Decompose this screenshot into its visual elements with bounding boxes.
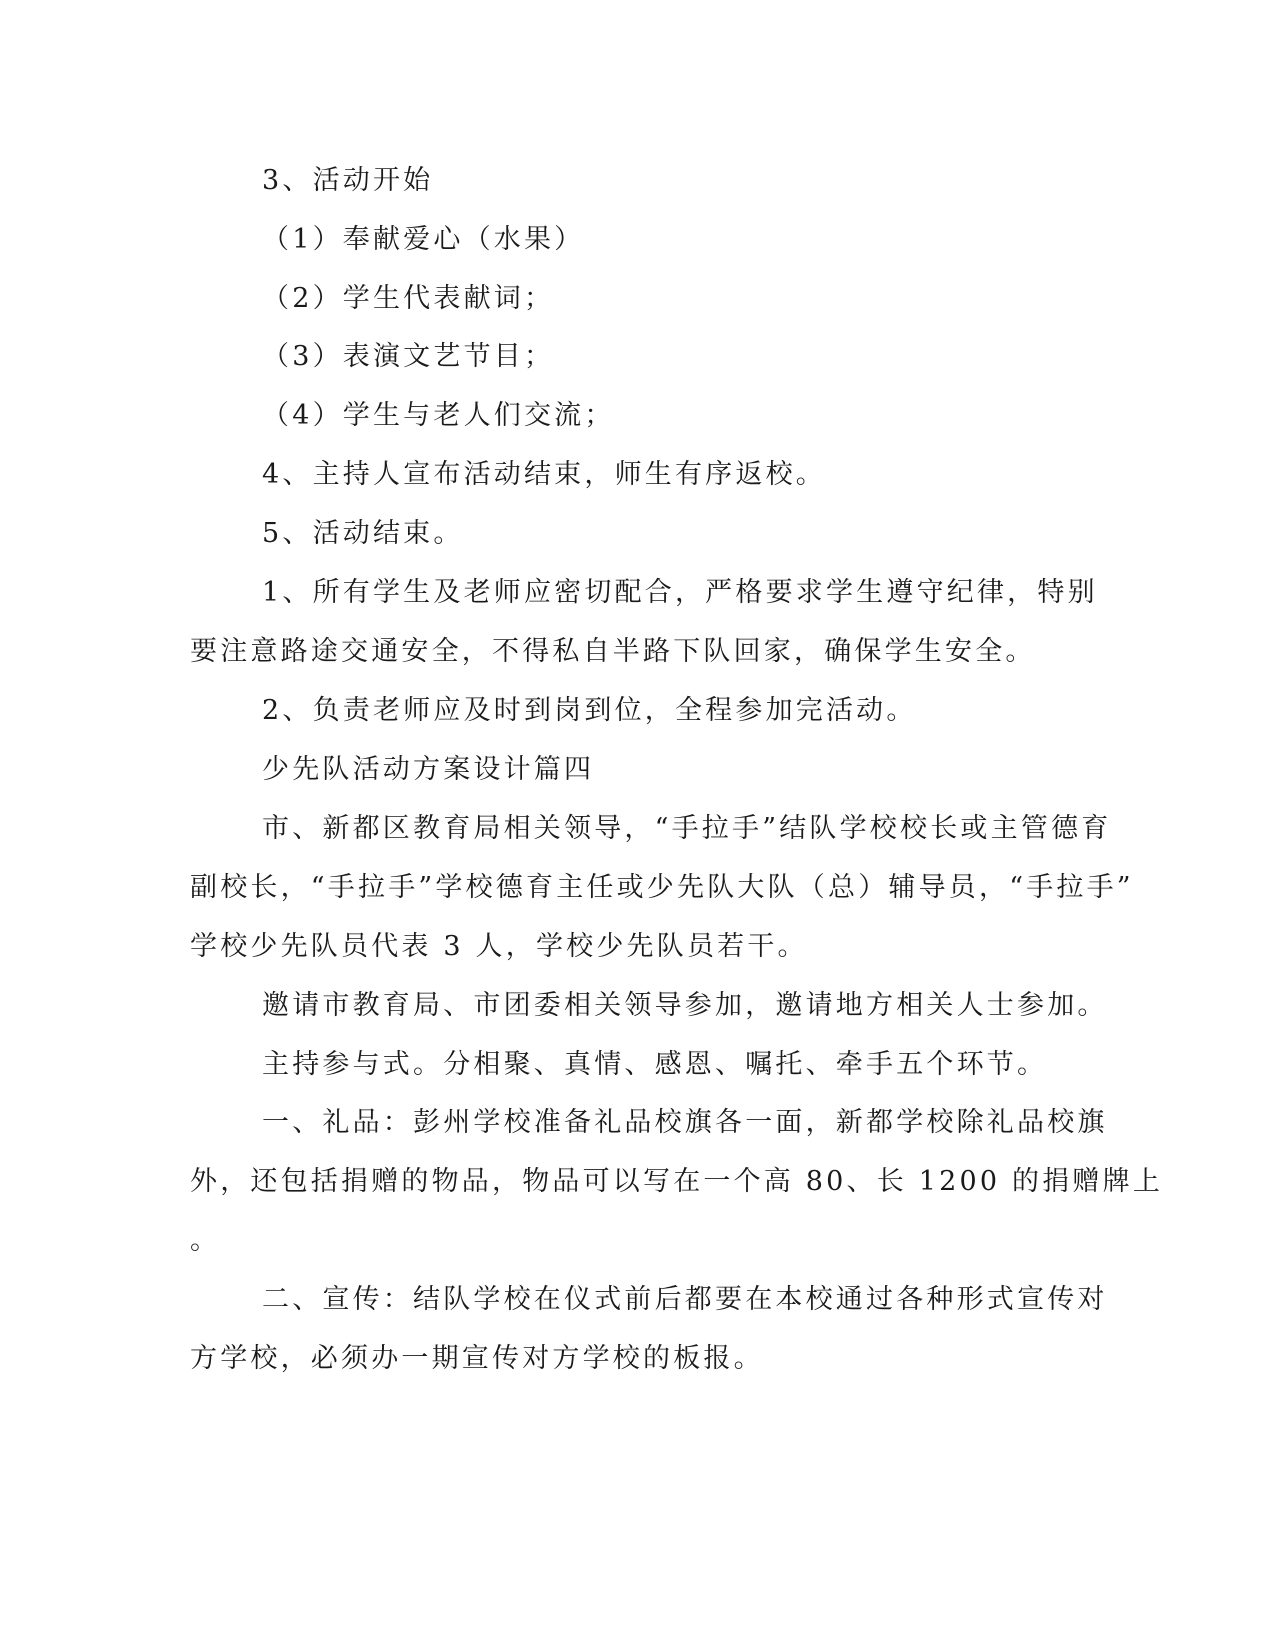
- text-line: 一、礼品：彭州学校准备礼品校旗各一面，新都学校除礼品校旗: [262, 1107, 1108, 1138]
- text-line: （4）学生与老人们交流；: [262, 400, 615, 431]
- section-heading: 少先队活动方案设计篇四: [262, 754, 595, 785]
- text-line: （2）学生代表献词；: [262, 283, 555, 314]
- text-line: 要注意路途交通安全，不得私自半路下队回家，确保学生安全。: [190, 636, 1036, 667]
- text-line: （1）奉献爱心（水果）: [262, 224, 585, 255]
- text-line: 4、主持人宣布活动结束，师生有序返校。: [262, 459, 826, 490]
- text-line: 方学校，必须办一期宣传对方学校的板报。: [190, 1343, 764, 1374]
- text-line: 邀请市教育局、市团委相关领导参加，邀请地方相关人士参加。: [262, 990, 1108, 1021]
- text-line: 2、负责老师应及时到岗到位，全程参加完活动。: [262, 695, 917, 726]
- text-line: 主持参与式。分相聚、真情、感恩、嘱托、牵手五个环节。: [262, 1049, 1048, 1080]
- text-line: （3）表演文艺节目；: [262, 341, 555, 372]
- text-line: 5、活动结束。: [262, 518, 464, 549]
- text-line: 外，还包括捐赠的物品，物品可以写在一个高 80、长 1200 的捐赠牌上: [190, 1166, 1164, 1197]
- text-line: 二、宣传：结队学校在仪式前后都要在本校通过各种形式宣传对: [262, 1284, 1108, 1315]
- text-line: 3、活动开始: [262, 165, 434, 196]
- text-line: 。: [190, 1225, 221, 1256]
- text-line: 1、所有学生及老师应密切配合，严格要求学生遵守纪律，特别: [262, 577, 1098, 608]
- text-line: 市、新都区教育局相关领导，“手拉手”结队学校校长或主管德育: [262, 813, 1112, 844]
- text-line: 副校长，“手拉手”学校德育主任或少先队大队（总）辅导员，“手拉手”: [190, 872, 1134, 903]
- text-line: 学校少先队员代表 3 人，学校少先队员若干。: [190, 931, 808, 962]
